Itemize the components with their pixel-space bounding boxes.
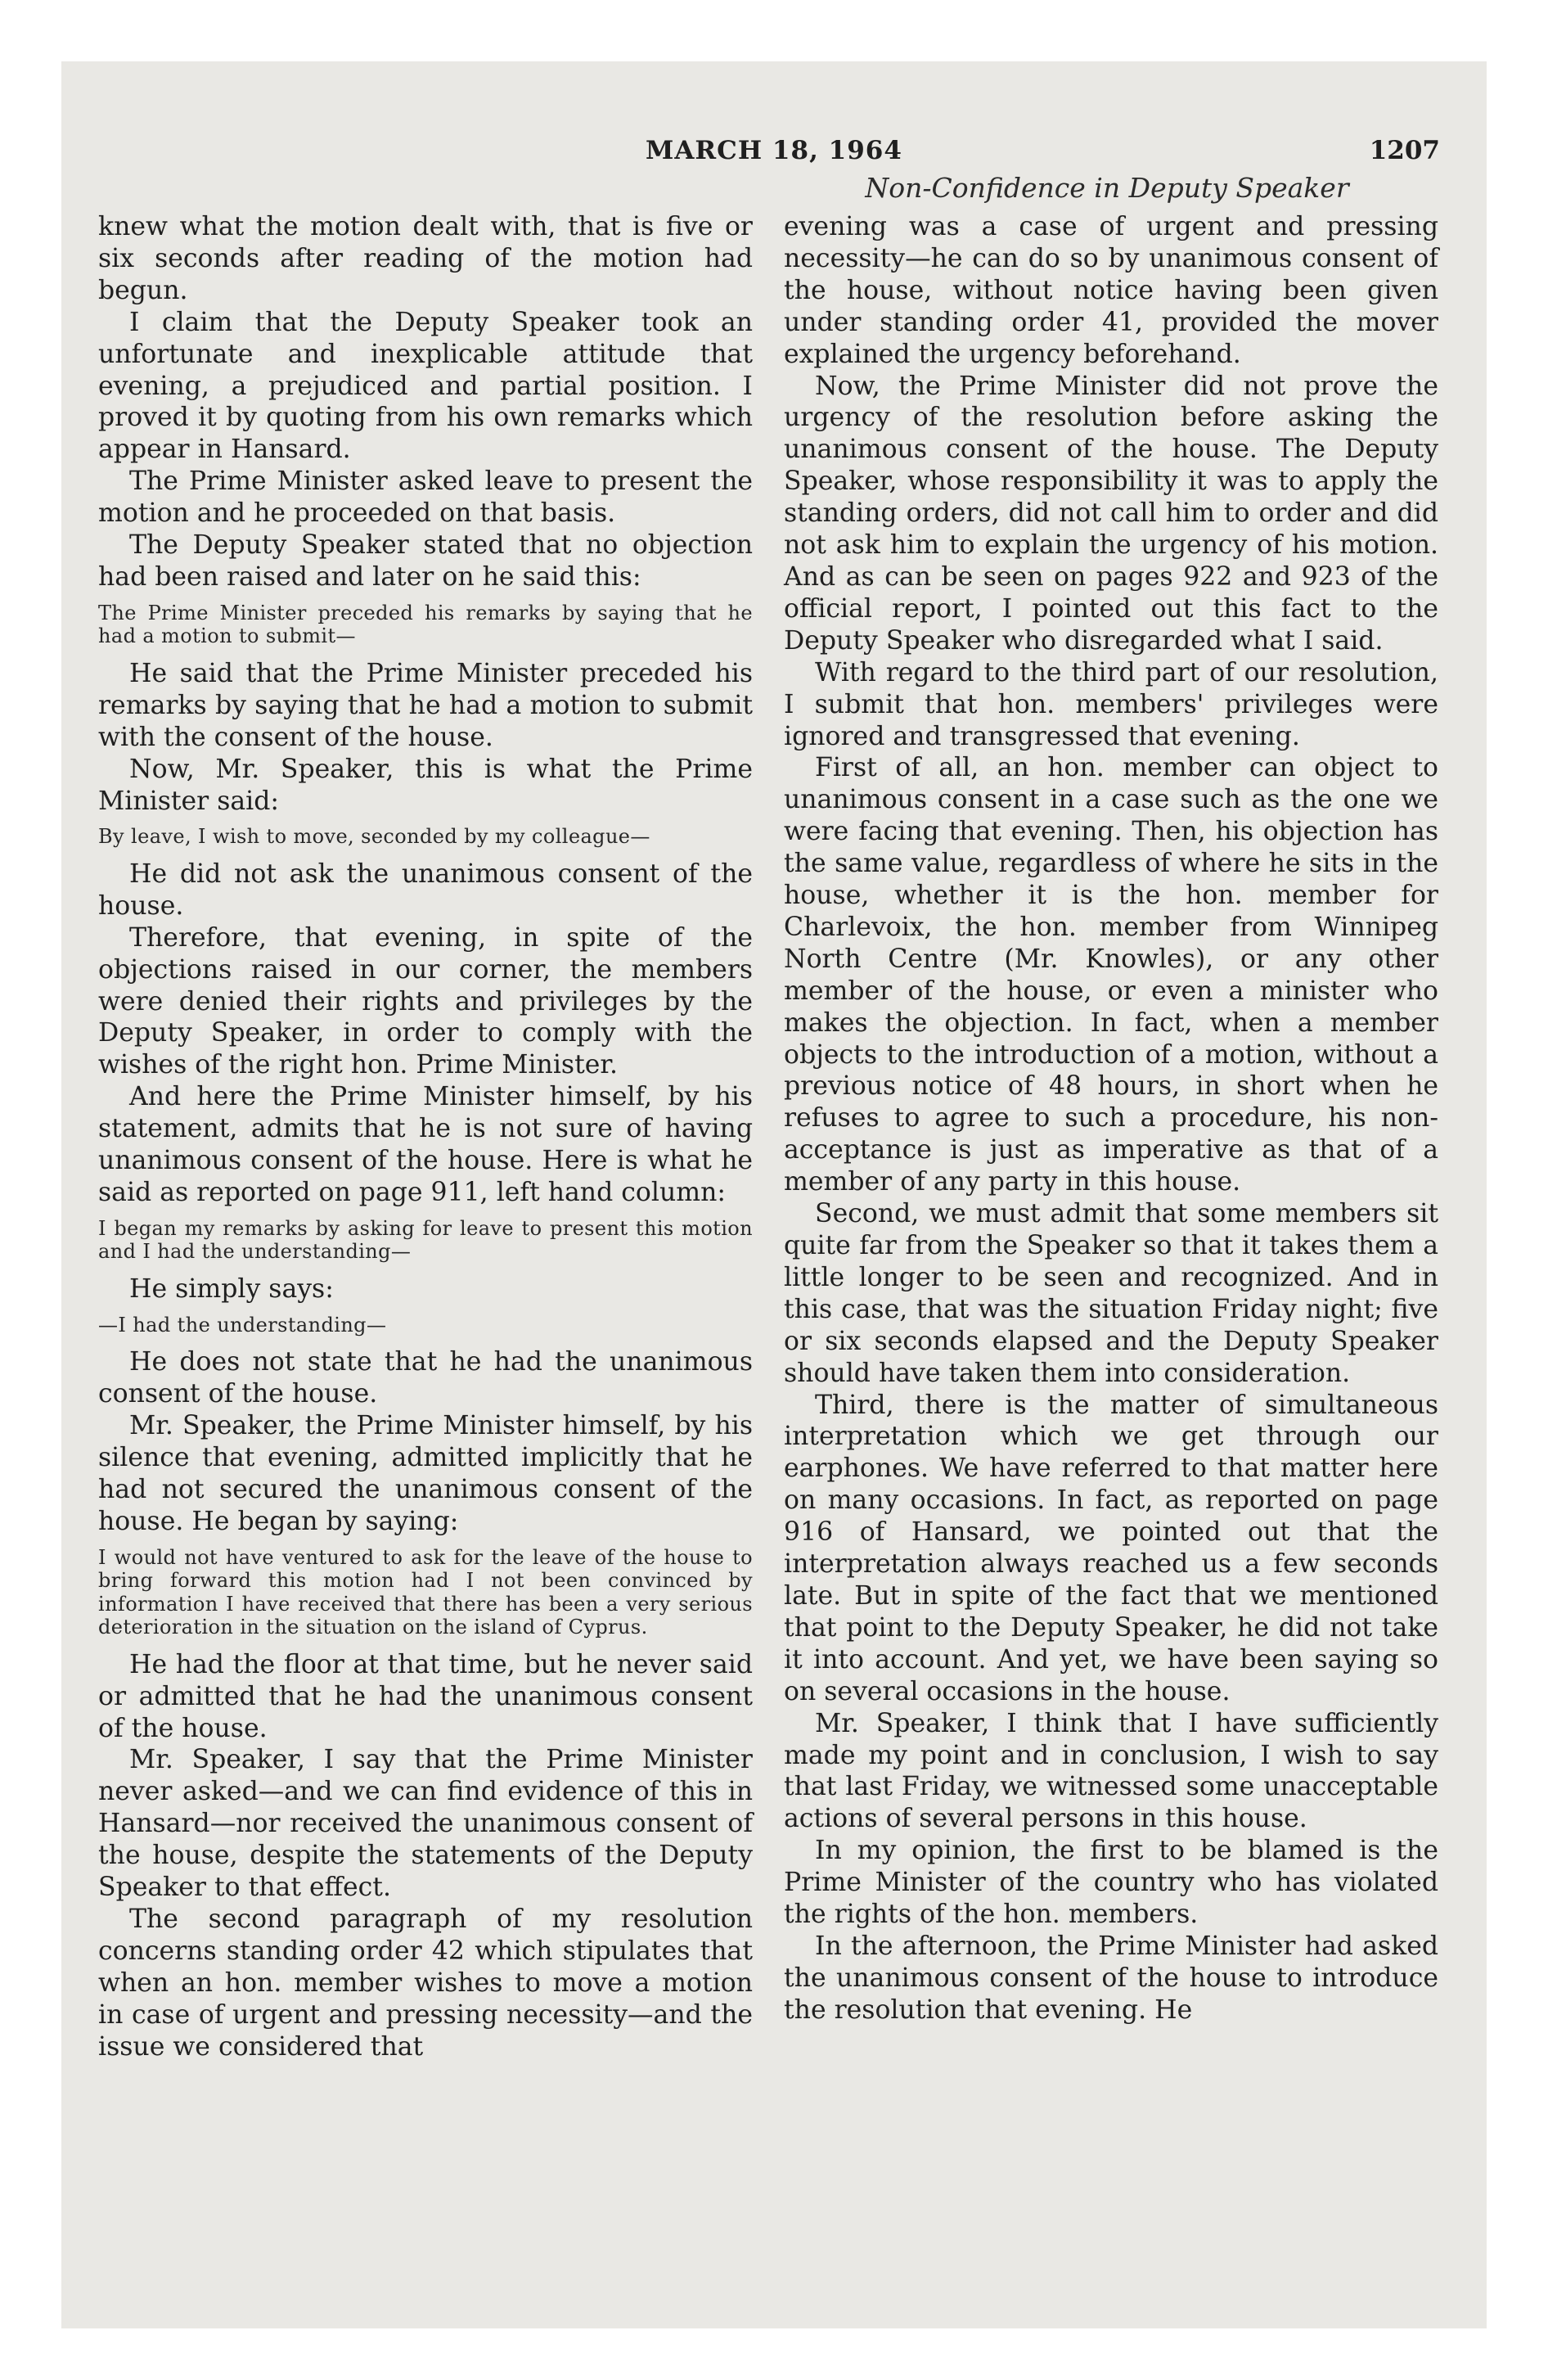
paragraph: He had the floor at that time, but he never said or admitted that he had the unanimous consent of the house. [98, 1649, 753, 1743]
running-head-date: MARCH 18, 1964 [646, 136, 902, 165]
paragraph: He does not state that he had the unanimous consent of the house. [98, 1347, 753, 1409]
paragraph: First of all, an hon. member can object to unanimous consent in a case such as the one we were facing that evening. Then, his objection has the same value, regardless of where he sits in the house, whether it is the hon. member for Charlevoix, the hon. member from Winnipeg North Centre (Mr. Knowles), or any other member of the house, or even a minister who makes the objection. In fact, when a member objects to the introduction of a motion, without a previous notice of 48 hours, in short when he refuses to agree to such a procedure, his non-acceptance is just as imperative as that of a member of any party in this house. [784, 753, 1438, 1197]
paragraph: Now, the Prime Minister did not prove the urgency of the resolution before asking the unanimous consent of the house. The Deputy Speaker, whose responsibility it was to apply the standing orders, did not call him to order and did not ask him to explain the urgency of his motion. And as can be seen on pages 922 and 923 of the official report, I pointed out this fact to the Deputy Speaker who disregarded what I said. [784, 371, 1438, 656]
block-quote: I began my remarks by asking for leave to present this motion and I had the understanding— [98, 1216, 753, 1264]
paragraph: And here the Prime Minister himself, by his statement, admits that he is not sure of having unanimous consent of the house. Here is what he said as reported on page 911, left hand column: [98, 1082, 753, 1207]
paragraph: Mr. Speaker, I say that the Prime Minister never asked—and we can find evidence of this in Hansard—nor received the unanimous consent of the house, despite the statements of the Deputy Speaker to that effect. [98, 1745, 753, 1903]
paragraph: He simply says: [129, 1273, 334, 1304]
paragraph: I claim that the Deputy Speaker took an unfortunate and inexplicable attitude that evening, a prejudiced and partial position. I proved it by quoting from his own remarks which appear in Hansard. [98, 307, 753, 465]
block-quote: The Prime Minister preceded his remarks by saying that he had a motion to submit— [98, 601, 753, 648]
paragraph: In my opinion, the first to be blamed is the Prime Minister of the country who has violated the rights of the hon. members. [784, 1836, 1438, 1930]
paragraph: The second paragraph of my resolution concerns standing order 42 which stipulates that when an hon. member wishes to move a motion in case of urgent and pressing necessity—and the issue we considered that [98, 1904, 753, 2062]
page-number: 1207 [1369, 136, 1440, 165]
paragraph: The Prime Minister asked leave to present the motion and he proceeded on that basis. [98, 467, 753, 529]
block-quote: —I had the understanding— [98, 1313, 387, 1336]
paragraph: Second, we must admit that some members sit quite far from the Speaker so that it takes them a little longer to be seen and recognized. And in this case, that was the situation Friday night; five or six seconds elapsed and the Deputy Speaker should have taken them into consideration. [784, 1199, 1438, 1388]
paragraph: knew what the motion dealt with, that is five or six seconds after reading of the motion had begun. [98, 212, 753, 305]
paragraph: Now, Mr. Speaker, this is what the Prime Minister said: [98, 754, 753, 816]
paragraph: Therefore, that evening, in spite of the objections raised in our corner, the members were denied their rights and privileges by the Deputy Speaker, in order to comply with the wishes of the right hon. Prime Minister. [98, 922, 753, 1080]
paragraph: He did not ask the unanimous consent of the house. [98, 859, 753, 921]
paragraph: With regard to the third part of our resolution, I submit that hon. members' privileges were ignored and transgressed that evening. [784, 657, 1438, 751]
paragraph: Mr. Speaker, I think that I have sufficiently made my point and in conclusion, I wish to say that last Friday, we witnessed some unacceptable actions of several persons in this house. [784, 1708, 1438, 1834]
block-quote: By leave, I wish to move, seconded by my colleague— [98, 825, 650, 849]
paragraph: The Deputy Speaker stated that no objection had been raised and later on he said this: [98, 530, 753, 592]
right-column [784, 211, 1438, 2026]
paragraph: Mr. Speaker, the Prime Minister himself, by his silence that evening, admitted implicitly that he had not secured the unanimous consent of the house. He began by saying: [98, 1411, 753, 1536]
running-head-subtitle: Non-Confidence in Deputy Speaker [865, 172, 1349, 204]
paragraph: Third, there is the matter of simultaneous interpretation which we get through our earphones. We have referred to that matter here on many occasions. In fact, as reported on page 916 of Hansard, we pointed out that the interpretation always reached us a few seconds late. But in spite of the fact that we mentioned that point to the Deputy Speaker, he did not take it into account. And yet, we have been saying so on several occasions in the house. [784, 1390, 1438, 1706]
paragraph: He said that the Prime Minister preceded his remarks by saying that he had a motion to submit with the consent of the house. [98, 658, 753, 752]
left-column [98, 211, 753, 2063]
paragraph: evening was a case of urgent and pressing necessity—he can do so by unanimous consent of the house, without notice having been given under standing order 41, provided the mover explained the urgency beforehand. [784, 212, 1438, 369]
paragraph: In the afternoon, the Prime Minister had asked the unanimous consent of the house to introduce the resolution that evening. He [784, 1931, 1438, 2025]
block-quote: I would not have ventured to ask for the leave of the house to bring forward this motion had I not been convinced by information I have received that there has been a very serious deterioration in the situation on the island of Cyprus. [98, 1545, 753, 1639]
